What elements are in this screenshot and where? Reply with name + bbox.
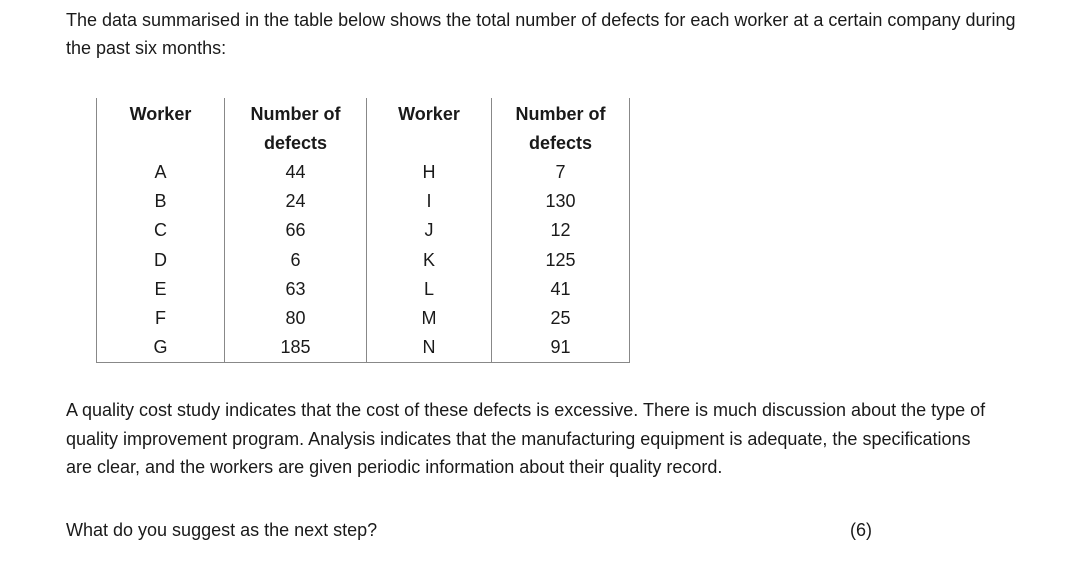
- table-row: [97, 216, 630, 245]
- worker-cell: M: [367, 304, 492, 333]
- quality-cost-paragraph: A quality cost study indicates that the cost of these defects is excessive. There is much discussion about the type of quality improvement program. Analysis indicates that the manufacturing equipment is adequate, the specifications are clear, and the workers are given periodic information about their quality record.: [66, 400, 986, 477]
- worker-cell: E: [97, 275, 225, 304]
- defects-cell: 41: [492, 275, 630, 304]
- worker-cell: D: [97, 246, 225, 275]
- table-row: [97, 275, 630, 304]
- defects-table: [96, 98, 630, 363]
- defects-cell: 6: [225, 246, 367, 275]
- question-text: What do you suggest as the next step?: [66, 520, 378, 540]
- worker-cell: F: [97, 304, 225, 333]
- defects-cell: 44: [225, 158, 367, 187]
- table-header-row: [97, 98, 630, 158]
- worker-cell: J: [367, 216, 492, 245]
- defects-cell: 7: [492, 158, 630, 187]
- worker-cell: H: [367, 158, 492, 187]
- header-worker-2: Worker: [367, 98, 492, 158]
- table-row: [97, 158, 630, 187]
- header-worker-1: Worker: [97, 98, 225, 158]
- table-row: [97, 187, 630, 216]
- worker-cell: I: [367, 187, 492, 216]
- worker-cell: A: [97, 158, 225, 187]
- worker-cell: L: [367, 275, 492, 304]
- defects-cell: 125: [492, 246, 630, 275]
- defects-cell: 185: [225, 333, 367, 363]
- table-row: [97, 333, 630, 363]
- worker-cell: G: [97, 333, 225, 363]
- defects-cell: 12: [492, 216, 630, 245]
- worker-cell: N: [367, 333, 492, 363]
- defects-cell: 130: [492, 187, 630, 216]
- defects-cell: 91: [492, 333, 630, 363]
- defects-cell: 80: [225, 304, 367, 333]
- worker-cell: K: [367, 246, 492, 275]
- header-defects-2: Number of defects: [492, 98, 630, 158]
- worker-cell: C: [97, 216, 225, 245]
- header-defects-1: Number of defects: [225, 98, 367, 158]
- defects-cell: 63: [225, 275, 367, 304]
- table-row: [97, 246, 630, 275]
- table-row: [97, 304, 630, 333]
- defects-cell: 24: [225, 187, 367, 216]
- defects-cell: 66: [225, 216, 367, 245]
- defects-cell: 25: [492, 304, 630, 333]
- intro-text: The data summarised in the table below shows the total number of defects for each worker at a certain company during the past six months:: [66, 10, 1016, 58]
- marks-label: (6): [850, 520, 872, 540]
- worker-cell: B: [97, 187, 225, 216]
